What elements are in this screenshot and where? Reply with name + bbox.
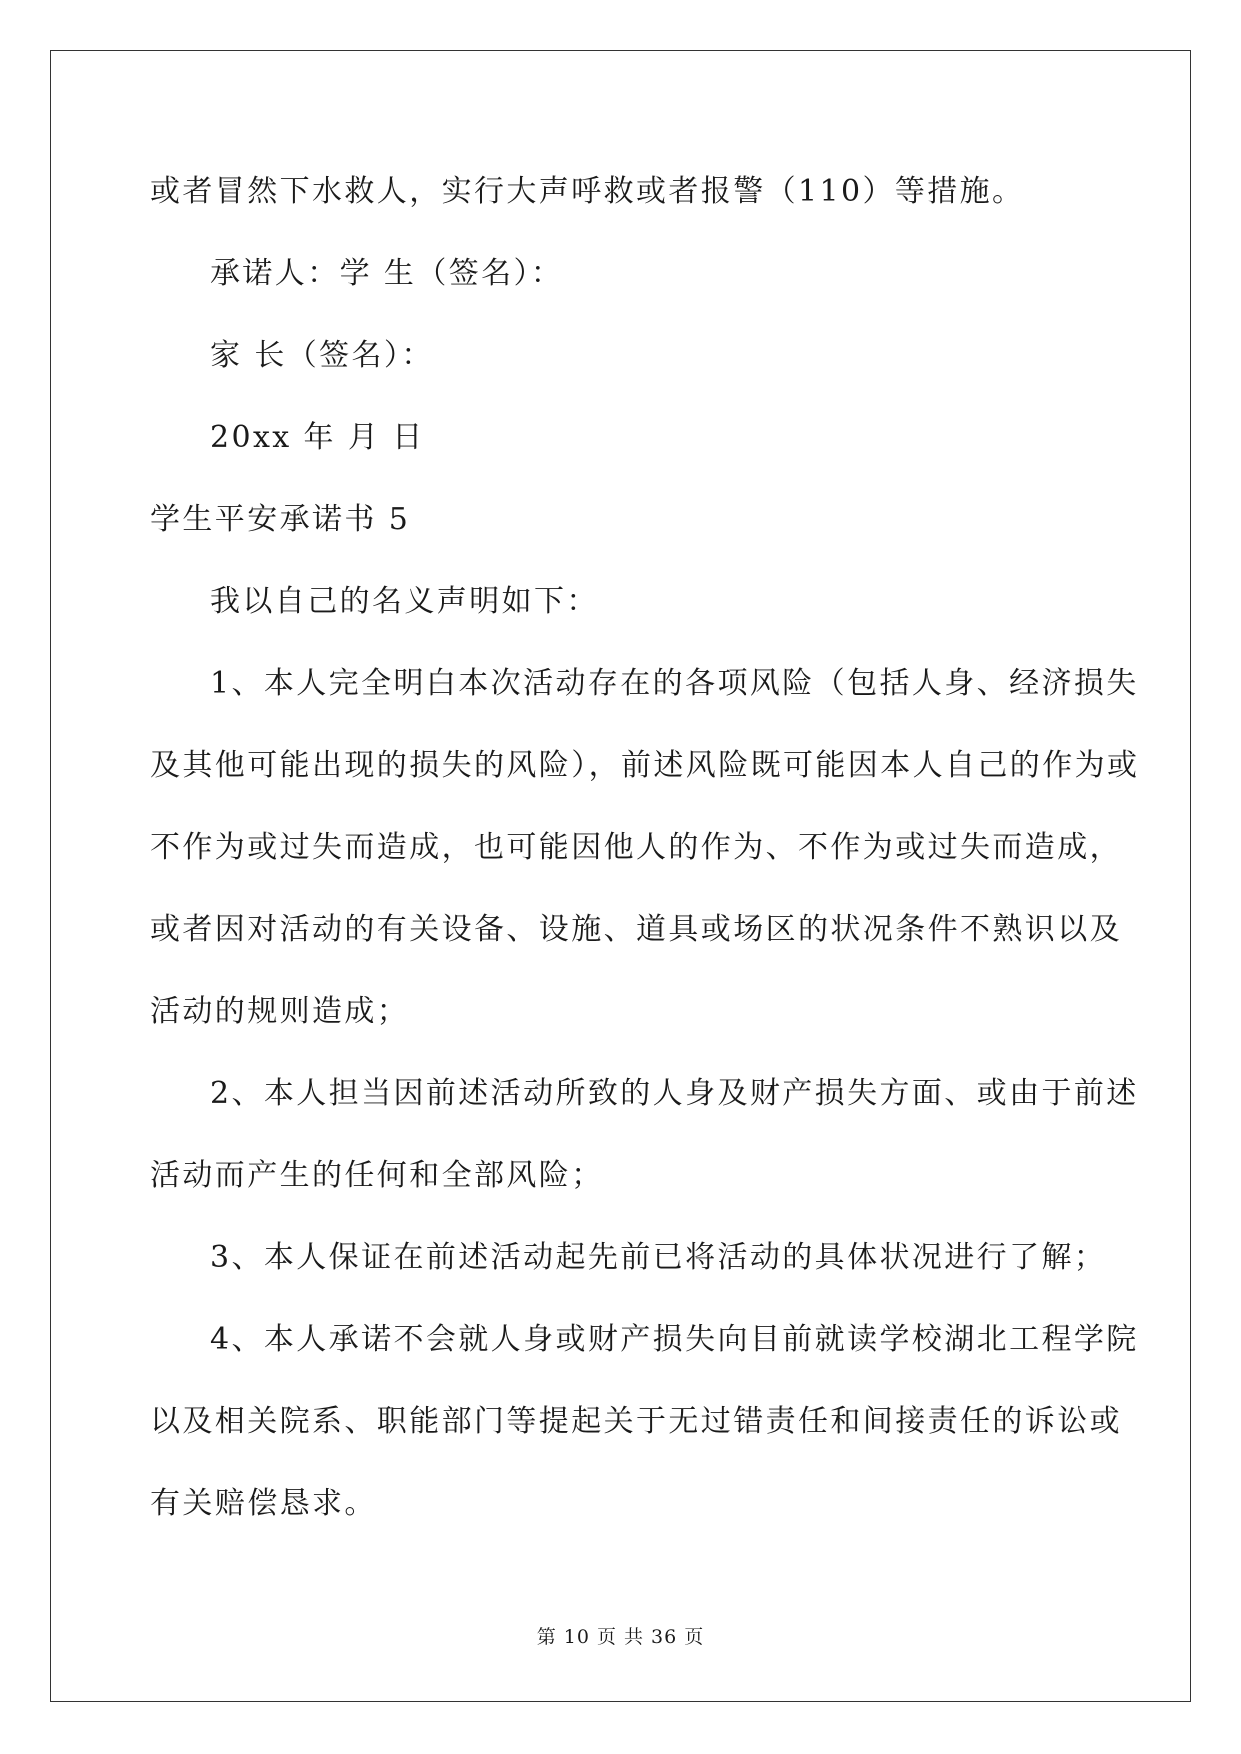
date-line: 20xx 年 月 日	[210, 420, 425, 455]
clause-1-line: 1、本人完全明白本次活动存在的各项风险（包括人身、经济损失	[210, 666, 1139, 701]
section-heading: 学生平安承诺书 5	[150, 502, 411, 537]
clause-1-line: 或者因对活动的有关设备、设施、道具或场区的状况条件不熟识以及	[150, 912, 1122, 947]
paragraph-line: 或者冒然下水救人，实行大声呼救或者报警（110）等措施。	[150, 174, 1025, 209]
clause-4-line: 有关赔偿恳求。	[150, 1486, 377, 1521]
declaration-intro: 我以自己的名义声明如下：	[210, 584, 599, 619]
clause-4-line: 4、本人承诺不会就人身或财产损失向目前就读学校湖北工程学院	[210, 1322, 1139, 1357]
promisor-student-signature: 承诺人：学 生（签名）：	[210, 256, 564, 291]
clause-3-line: 3、本人保证在前述活动起先前已将活动的具体状况进行了解；	[210, 1240, 1107, 1275]
page-border	[50, 50, 1191, 1702]
clause-1-line: 活动的规则造成；	[150, 994, 410, 1029]
clause-1-line: 及其他可能出现的损失的风险），前述风险既可能因本人自己的作为或	[150, 748, 1140, 783]
clause-2-line: 活动而产生的任何和全部风险；	[150, 1158, 604, 1193]
clause-1-line: 不作为或过失而造成，也可能因他人的作为、不作为或过失而造成，	[150, 830, 1122, 865]
clause-2-line: 2、本人担当因前述活动所致的人身及财产损失方面、或由于前述	[210, 1076, 1139, 1111]
clause-4-line: 以及相关院系、职能部门等提起关于无过错责任和间接责任的诉讼或	[150, 1404, 1122, 1439]
parent-signature: 家 长（签名）：	[210, 338, 434, 373]
page-number-footer: 第 10 页 共 36 页	[536, 1626, 705, 1648]
